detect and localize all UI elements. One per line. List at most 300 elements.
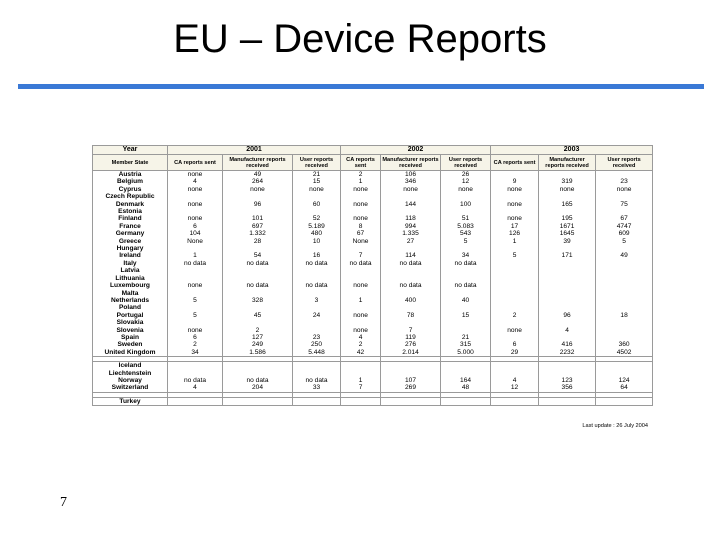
report-count-cell <box>441 304 491 311</box>
member-state-cell: Luxembourg <box>93 282 168 289</box>
report-count-cell: 49 <box>596 252 653 259</box>
report-count-cell: 319 <box>539 178 596 185</box>
member-state-cell: United Kingdom <box>93 349 168 357</box>
report-count-cell: none <box>293 186 341 193</box>
report-count-cell: 51 <box>441 215 491 222</box>
report-count-cell <box>596 319 653 326</box>
report-count-cell <box>293 304 341 311</box>
table-row <box>93 260 653 267</box>
report-count-cell: 127 <box>223 334 293 341</box>
device-reports-table-panel <box>92 145 652 429</box>
member-state-cell: Czech Republic <box>93 193 168 200</box>
report-count-cell: 26 <box>441 171 491 179</box>
report-count-cell <box>491 370 539 377</box>
report-count-cell: none <box>168 327 223 334</box>
member-state-cell: Norway <box>93 377 168 384</box>
report-count-cell: 17 <box>491 223 539 230</box>
report-count-cell: none <box>491 201 539 208</box>
report-count-cell: none <box>341 215 381 222</box>
member-state-cell: Ireland <box>93 252 168 259</box>
report-count-cell <box>596 171 653 179</box>
report-count-cell: 107 <box>381 377 441 384</box>
report-count-cell <box>341 245 381 252</box>
table-row <box>93 312 653 319</box>
report-count-cell <box>491 282 539 289</box>
report-count-cell: 195 <box>539 215 596 222</box>
user-reports-header: User reports received <box>293 155 341 171</box>
report-count-cell <box>341 275 381 282</box>
report-count-cell <box>539 282 596 289</box>
report-count-cell: 3 <box>293 297 341 304</box>
member-state-cell: Malta <box>93 290 168 297</box>
report-count-cell <box>491 290 539 297</box>
report-count-cell <box>539 397 596 405</box>
report-count-cell: 4 <box>491 377 539 384</box>
table-row <box>93 334 653 341</box>
report-count-cell: 34 <box>441 252 491 259</box>
report-count-cell: 4 <box>168 178 223 185</box>
table-row <box>93 370 653 377</box>
report-count-cell <box>539 290 596 297</box>
member-state-cell: Estonia <box>93 208 168 215</box>
report-count-cell <box>168 370 223 377</box>
report-count-cell <box>441 290 491 297</box>
table-row <box>93 327 653 334</box>
report-count-cell <box>341 362 381 370</box>
report-count-cell: none <box>491 327 539 334</box>
report-count-cell <box>381 370 441 377</box>
report-count-cell <box>293 290 341 297</box>
report-count-cell <box>596 397 653 405</box>
report-count-cell <box>441 327 491 334</box>
report-count-cell: 2.014 <box>381 349 441 357</box>
table-row <box>93 362 653 370</box>
member-state-cell: Germany <box>93 230 168 237</box>
report-count-cell: 5 <box>168 297 223 304</box>
table-row <box>93 397 653 405</box>
report-count-cell: 60 <box>293 201 341 208</box>
member-state-header: Member State <box>93 155 168 171</box>
report-count-cell: 45 <box>223 312 293 319</box>
report-count-cell: 356 <box>539 384 596 392</box>
report-count-cell <box>293 208 341 215</box>
report-count-cell: none <box>341 312 381 319</box>
report-count-cell: 126 <box>491 230 539 237</box>
member-state-cell: Austria <box>93 171 168 179</box>
table-row <box>93 297 653 304</box>
table-row <box>93 230 653 237</box>
report-count-cell: 2 <box>168 341 223 348</box>
report-count-cell <box>223 275 293 282</box>
report-count-cell <box>381 267 441 274</box>
report-count-cell <box>539 370 596 377</box>
manufacturer-reports-header: Manufacturer reports received <box>382 156 439 169</box>
report-count-cell <box>223 208 293 215</box>
report-count-cell <box>491 275 539 282</box>
report-count-cell: 5.189 <box>293 223 341 230</box>
report-count-cell <box>491 362 539 370</box>
report-count-cell <box>381 319 441 326</box>
member-state-cell: Netherlands <box>93 297 168 304</box>
member-state-cell: Cyprus <box>93 186 168 193</box>
report-count-cell <box>341 193 381 200</box>
report-count-cell: 49 <box>223 171 293 179</box>
table-row <box>93 171 653 179</box>
report-count-cell: 250 <box>293 341 341 348</box>
report-count-cell <box>596 290 653 297</box>
table-body <box>93 171 653 406</box>
report-count-cell: none <box>441 186 491 193</box>
report-count-cell: 114 <box>381 252 441 259</box>
report-count-cell <box>441 319 491 326</box>
device-reports-table <box>92 145 653 406</box>
report-count-cell: 29 <box>491 349 539 357</box>
report-count-cell: 64 <box>596 384 653 392</box>
report-count-cell: 54 <box>223 252 293 259</box>
report-count-cell: 21 <box>293 171 341 179</box>
report-count-cell: no data <box>293 282 341 289</box>
report-count-cell: 24 <box>293 312 341 319</box>
report-count-cell <box>596 193 653 200</box>
report-count-cell <box>539 260 596 267</box>
report-count-cell <box>491 171 539 179</box>
report-count-cell <box>539 304 596 311</box>
report-count-cell: 543 <box>441 230 491 237</box>
report-count-cell: 164 <box>441 377 491 384</box>
report-count-cell: 1.586 <box>223 349 293 357</box>
report-count-cell: no data <box>223 377 293 384</box>
report-count-cell: 1 <box>341 178 381 185</box>
member-state-cell: Iceland <box>93 362 168 370</box>
report-count-cell <box>341 319 381 326</box>
table-row <box>93 215 653 222</box>
report-count-cell: no data <box>223 260 293 267</box>
last-update-note: Last update : 26 July 2004 <box>582 423 648 429</box>
report-count-cell: 360 <box>596 341 653 348</box>
member-state-cell: Latvia <box>93 267 168 274</box>
member-state-cell: Finland <box>93 215 168 222</box>
report-count-cell: 6 <box>491 341 539 348</box>
year-header: Year <box>93 146 168 155</box>
report-count-cell: 2 <box>341 341 381 348</box>
report-count-cell: 346 <box>381 178 441 185</box>
report-count-cell: 144 <box>381 201 441 208</box>
member-state-cell: Slovakia <box>93 319 168 326</box>
table-row <box>93 267 653 274</box>
report-count-cell: none <box>168 215 223 222</box>
report-count-cell <box>491 260 539 267</box>
report-count-cell: 5 <box>491 252 539 259</box>
report-count-cell: 118 <box>381 215 441 222</box>
report-count-cell: 18 <box>596 312 653 319</box>
member-state-cell: Italy <box>93 260 168 267</box>
manufacturer-reports-header: Manufacturer reports received <box>539 155 596 171</box>
report-count-cell: none <box>341 186 381 193</box>
report-count-cell: none <box>168 282 223 289</box>
report-count-cell: none <box>341 201 381 208</box>
report-count-cell <box>491 245 539 252</box>
report-count-cell: no data <box>293 260 341 267</box>
report-count-cell: 106 <box>381 171 441 179</box>
report-count-cell: 264 <box>223 178 293 185</box>
report-count-cell: none <box>539 186 596 193</box>
report-count-cell: 15 <box>293 178 341 185</box>
report-count-cell: 75 <box>596 201 653 208</box>
report-count-cell <box>596 275 653 282</box>
report-count-cell <box>596 260 653 267</box>
report-count-cell: none <box>381 186 441 193</box>
report-count-cell: 124 <box>596 377 653 384</box>
report-count-cell: none <box>341 282 381 289</box>
report-count-cell <box>539 334 596 341</box>
report-count-cell: 12 <box>491 384 539 392</box>
report-count-cell: 2 <box>223 327 293 334</box>
table-row <box>93 193 653 200</box>
report-count-cell: 7 <box>341 384 381 392</box>
report-count-cell <box>491 208 539 215</box>
report-count-cell: 100 <box>441 201 491 208</box>
report-count-cell: none <box>223 186 293 193</box>
report-count-cell <box>223 193 293 200</box>
table-row <box>93 223 653 230</box>
member-state-cell: Liechtenstein <box>93 370 168 377</box>
report-count-cell: 1 <box>341 377 381 384</box>
report-count-cell <box>293 245 341 252</box>
report-count-cell: 12 <box>441 178 491 185</box>
report-count-cell: 2 <box>341 171 381 179</box>
report-count-cell <box>341 370 381 377</box>
report-count-cell <box>168 319 223 326</box>
report-count-cell <box>381 397 441 405</box>
report-count-cell <box>491 193 539 200</box>
report-count-cell: no data <box>223 282 293 289</box>
report-count-cell: 8 <box>341 223 381 230</box>
report-count-cell: no data <box>341 260 381 267</box>
table-row <box>93 341 653 348</box>
report-count-cell: 480 <box>293 230 341 237</box>
report-count-cell <box>441 193 491 200</box>
report-count-cell <box>381 275 441 282</box>
report-count-cell <box>491 334 539 341</box>
report-count-cell: none <box>168 171 223 179</box>
report-count-cell <box>381 362 441 370</box>
user-reports-header: User reports received <box>596 155 653 171</box>
report-count-cell <box>293 327 341 334</box>
report-count-cell: 1671 <box>539 223 596 230</box>
report-count-cell <box>168 193 223 200</box>
report-count-cell: 96 <box>223 201 293 208</box>
report-count-cell: 33 <box>293 384 341 392</box>
report-count-cell: no data <box>168 260 223 267</box>
report-count-cell <box>223 267 293 274</box>
report-count-cell <box>168 304 223 311</box>
report-count-cell <box>441 362 491 370</box>
report-count-cell <box>381 208 441 215</box>
report-count-cell: 23 <box>596 178 653 185</box>
table-row <box>93 304 653 311</box>
report-count-cell <box>168 208 223 215</box>
table-row <box>93 201 653 208</box>
report-count-cell: 5.448 <box>293 349 341 357</box>
table-row <box>93 275 653 282</box>
member-state-cell: Poland <box>93 304 168 311</box>
report-count-cell <box>341 290 381 297</box>
slide-title: EU – Device Reports <box>173 17 547 61</box>
report-count-cell: 5 <box>441 238 491 245</box>
report-count-cell: 6 <box>168 223 223 230</box>
report-count-cell: 204 <box>223 384 293 392</box>
report-count-cell: 15 <box>441 312 491 319</box>
report-count-cell: 9 <box>491 178 539 185</box>
report-count-cell <box>341 208 381 215</box>
report-count-cell <box>441 267 491 274</box>
report-count-cell: 416 <box>539 341 596 348</box>
table-row <box>93 349 653 357</box>
report-count-cell: 276 <box>381 341 441 348</box>
report-count-cell: 7 <box>341 252 381 259</box>
report-count-cell: 249 <box>223 341 293 348</box>
report-count-cell <box>293 362 341 370</box>
report-count-cell <box>539 319 596 326</box>
report-count-cell <box>441 208 491 215</box>
year-2002-header: 2002 <box>341 146 491 155</box>
report-count-cell <box>491 304 539 311</box>
year-2001-header: 2001 <box>168 146 341 155</box>
report-count-cell: 315 <box>441 341 491 348</box>
report-count-cell: 96 <box>539 312 596 319</box>
report-count-cell <box>223 319 293 326</box>
report-count-cell <box>441 370 491 377</box>
report-count-cell: 4 <box>341 334 381 341</box>
report-count-cell <box>596 282 653 289</box>
table-row <box>93 290 653 297</box>
table-row <box>93 186 653 193</box>
report-count-cell: 101 <box>223 215 293 222</box>
report-count-cell: 34 <box>168 349 223 357</box>
title-divider <box>18 84 704 89</box>
slide-number: 7 <box>60 495 67 510</box>
report-count-cell <box>223 290 293 297</box>
report-count-cell: none <box>491 186 539 193</box>
report-count-cell: 5.000 <box>441 349 491 357</box>
table-row <box>93 384 653 392</box>
report-count-cell: None <box>168 238 223 245</box>
report-count-cell <box>596 245 653 252</box>
user-reports-header: User reports received <box>441 155 491 171</box>
report-count-cell <box>293 193 341 200</box>
report-count-cell: 23 <box>293 334 341 341</box>
member-state-cell: Denmark <box>93 201 168 208</box>
report-count-cell: 1.335 <box>381 230 441 237</box>
report-count-cell: 21 <box>441 334 491 341</box>
report-count-cell: none <box>168 201 223 208</box>
table-row <box>93 178 653 185</box>
report-count-cell: None <box>341 238 381 245</box>
report-count-cell <box>293 370 341 377</box>
report-count-cell <box>539 297 596 304</box>
table-row <box>93 319 653 326</box>
report-count-cell <box>539 362 596 370</box>
report-count-cell: 1 <box>491 238 539 245</box>
report-count-cell <box>539 275 596 282</box>
report-count-cell: 400 <box>381 297 441 304</box>
report-count-cell: none <box>168 186 223 193</box>
report-count-cell <box>596 304 653 311</box>
report-count-cell <box>491 397 539 405</box>
report-count-cell: 609 <box>596 230 653 237</box>
report-count-cell: 1.332 <box>223 230 293 237</box>
ca-reports-header: CA reports sent <box>491 155 539 171</box>
report-count-cell <box>381 290 441 297</box>
report-count-cell: 1645 <box>539 230 596 237</box>
report-count-cell: 39 <box>539 238 596 245</box>
report-count-cell <box>168 245 223 252</box>
report-count-cell <box>596 327 653 334</box>
report-count-cell: 5 <box>168 312 223 319</box>
member-state-cell: Turkey <box>93 397 168 405</box>
manufacturer-reports-header: Manufacturer reports received <box>223 155 293 171</box>
report-count-cell: 40 <box>441 297 491 304</box>
report-count-cell: 7 <box>381 327 441 334</box>
report-count-cell <box>491 297 539 304</box>
member-state-cell: Hungary <box>93 245 168 252</box>
report-count-cell <box>168 397 223 405</box>
report-count-cell: 67 <box>341 230 381 237</box>
report-count-cell <box>381 245 441 252</box>
report-count-cell: no data <box>441 282 491 289</box>
report-count-cell <box>293 319 341 326</box>
report-count-cell: none <box>596 186 653 193</box>
report-count-cell <box>381 304 441 311</box>
report-count-cell: 119 <box>381 334 441 341</box>
report-count-cell <box>539 245 596 252</box>
ca-reports-header: CA reports sent <box>168 155 223 171</box>
report-count-cell: 10 <box>293 238 341 245</box>
report-count-cell: 2 <box>491 312 539 319</box>
member-state-cell: France <box>93 223 168 230</box>
report-count-cell: 48 <box>441 384 491 392</box>
table-row <box>93 208 653 215</box>
report-count-cell: no data <box>381 282 441 289</box>
report-count-cell <box>341 267 381 274</box>
table-row <box>93 252 653 259</box>
report-count-cell <box>223 304 293 311</box>
report-count-cell <box>223 370 293 377</box>
report-count-cell: 16 <box>293 252 341 259</box>
report-count-cell: 1 <box>168 252 223 259</box>
report-count-cell <box>539 171 596 179</box>
report-count-cell: 6 <box>168 334 223 341</box>
report-count-cell: 697 <box>223 223 293 230</box>
report-count-cell <box>293 397 341 405</box>
report-count-cell <box>596 267 653 274</box>
report-count-cell: 4747 <box>596 223 653 230</box>
report-count-cell <box>293 275 341 282</box>
report-count-cell: 5 <box>596 238 653 245</box>
report-count-cell: 171 <box>539 252 596 259</box>
report-count-cell <box>341 304 381 311</box>
report-count-cell <box>441 245 491 252</box>
report-count-cell <box>596 370 653 377</box>
report-count-cell: 269 <box>381 384 441 392</box>
report-count-cell <box>223 245 293 252</box>
report-count-cell: none <box>491 215 539 222</box>
report-count-cell: 28 <box>223 238 293 245</box>
report-count-cell <box>168 275 223 282</box>
report-count-cell: 42 <box>341 349 381 357</box>
ca-reports-header: CA reports sent <box>341 155 381 171</box>
report-count-cell <box>441 275 491 282</box>
